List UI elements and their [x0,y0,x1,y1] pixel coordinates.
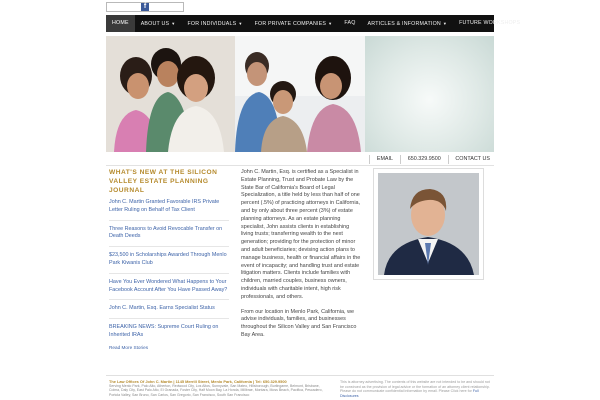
footer-title: The Law Offices Of John C. Martin | 1145 Merrill Street, Menlo Park, California | Tel: 650.329.9500 [109,379,287,384]
read-more-link[interactable]: Read More Stories [109,344,149,350]
nav-for-individuals[interactable] [181,15,248,32]
divider [109,318,229,319]
nav-for-individuals-label: FOR INDIVIDUALS [187,20,237,27]
divider [369,155,370,164]
news-item[interactable]: Three Reasons to Avoid Revocable Transfer on Death Deeds [109,225,223,240]
news-sidebar [109,168,229,350]
chevron-down-icon: ▼ [171,21,176,26]
news-item[interactable]: Have You Ever Wondered What Happens to Your Facebook Account After You Have Passed Away? [109,278,228,293]
divider [448,155,449,164]
intro-paragraph: John C. Martin, Esq. is certified as a Specialist in Estate Planning, Trust and Probate Law by the State Bar of California's Board of Legal Specialization, a title held by less than half of one percent (.5%) of practicing attorneys in California, and by only about three percent (3%) of estate planning attorneys. As an estate planning specialist, John assists clients in establishing living trusts; transferring wealth to the next generation; providing for the protection of minor and adult beneficiaries; devising action plans to manage business, health or financial affairs in the event of incapacity; and handling trust and estate litigation matters. Clients include families with children, married couples, business owners, individuals with charitable intent, high risk professionals, and others. [241,169,361,300]
intro-paragraph: From our location in Menlo Park, California, we advise individuals, families, and businesses throughout the Silicon Valley and San Francisco Bay Area. [241,308,357,338]
news-item[interactable]: BREAKING NEWS: Supreme Court Ruling on Inherited IRAs [109,324,219,338]
family-photo-left [106,36,235,152]
divider [106,165,494,166]
chevron-down-icon: ▼ [238,21,243,26]
disclosures-link[interactable]: Full Disclosures [340,389,479,398]
news-item[interactable]: John C. Martin Granted Favorable IRS Private Letter Ruling on Behalf of Tax Client [109,199,220,213]
divider [400,155,401,164]
footer-service-area: Serving Menlo Park, Palo Alto, Atherton, Redwood City, Los Altos, Sunnyvale, San Mateo, Hillsborough, Burlingame, Belmont, Brisbane, Colma, Daly City, East Palo Alto, El Granada, Foster City, Half Moon Bay, La Honda, Millbrae, Montara, Moss Beach, Pacifica, Pescadero, Portola Valley, San Bruno, San Carlos, San Gregorio, San Francisco, South San Francisco [109,384,323,397]
nav-faq[interactable] [338,15,361,32]
intro-text [241,169,362,347]
divider [106,375,494,376]
chevron-down-icon: ▼ [442,21,448,26]
nav-articles-information-label: ARTICLES & INFORMATION [367,20,441,27]
email-link[interactable]: EMAIL [376,156,394,162]
attorney-portrait [373,168,484,280]
main-nav [106,15,521,32]
footer-disclaimer [340,380,494,398]
footer-address [109,379,329,397]
hero-background [365,36,494,152]
news-title: WHAT'S NEW AT THE SILICON VALLEY ESTATE PLANNING JOURNAL [109,169,218,194]
divider [109,273,229,274]
nav-future-workshops[interactable] [453,15,526,32]
nav-for-private-companies[interactable] [249,15,339,32]
phone-link[interactable]: 650.329.9500 [407,156,441,162]
news-item[interactable]: John C. Martin, Esq. Earns Specialist Status [109,305,215,312]
news-item[interactable]: $23,500 in Scholarships Awarded Through Menlo Park Kiwanis Club [109,252,227,266]
top-strip [0,0,600,14]
divider [109,220,229,221]
disclaimer-text: This is attorney advertising. The contents of this website are not intended to be and should not be construed as the provision of legal advice or the formation of an attorney client relationship. Please do not communicate confidential information by email. Please Click here for [340,380,490,393]
contact-us-link[interactable]: CONTACT US [455,156,490,162]
portrait-photo [378,173,479,275]
divider [109,246,229,247]
nav-future-workshops-label: FUTURE WORKSHOPS [459,20,521,26]
hero-banner [106,36,494,152]
chevron-down-icon: ▼ [328,21,333,26]
nav-articles-information[interactable] [362,15,454,32]
nav-about-us-label: ABOUT US [140,20,170,27]
divider [109,299,229,300]
nav-home-label: HOME [112,20,129,26]
nav-home[interactable] [106,15,135,32]
family-photo-right [235,36,365,152]
nav-faq-label: FAQ [344,20,356,26]
contact-bar [369,153,494,165]
nav-for-private-companies-label: FOR PRIVATE COMPANIES [254,20,327,27]
facebook-icon[interactable]: f [141,3,149,11]
nav-about-us[interactable] [135,15,182,32]
